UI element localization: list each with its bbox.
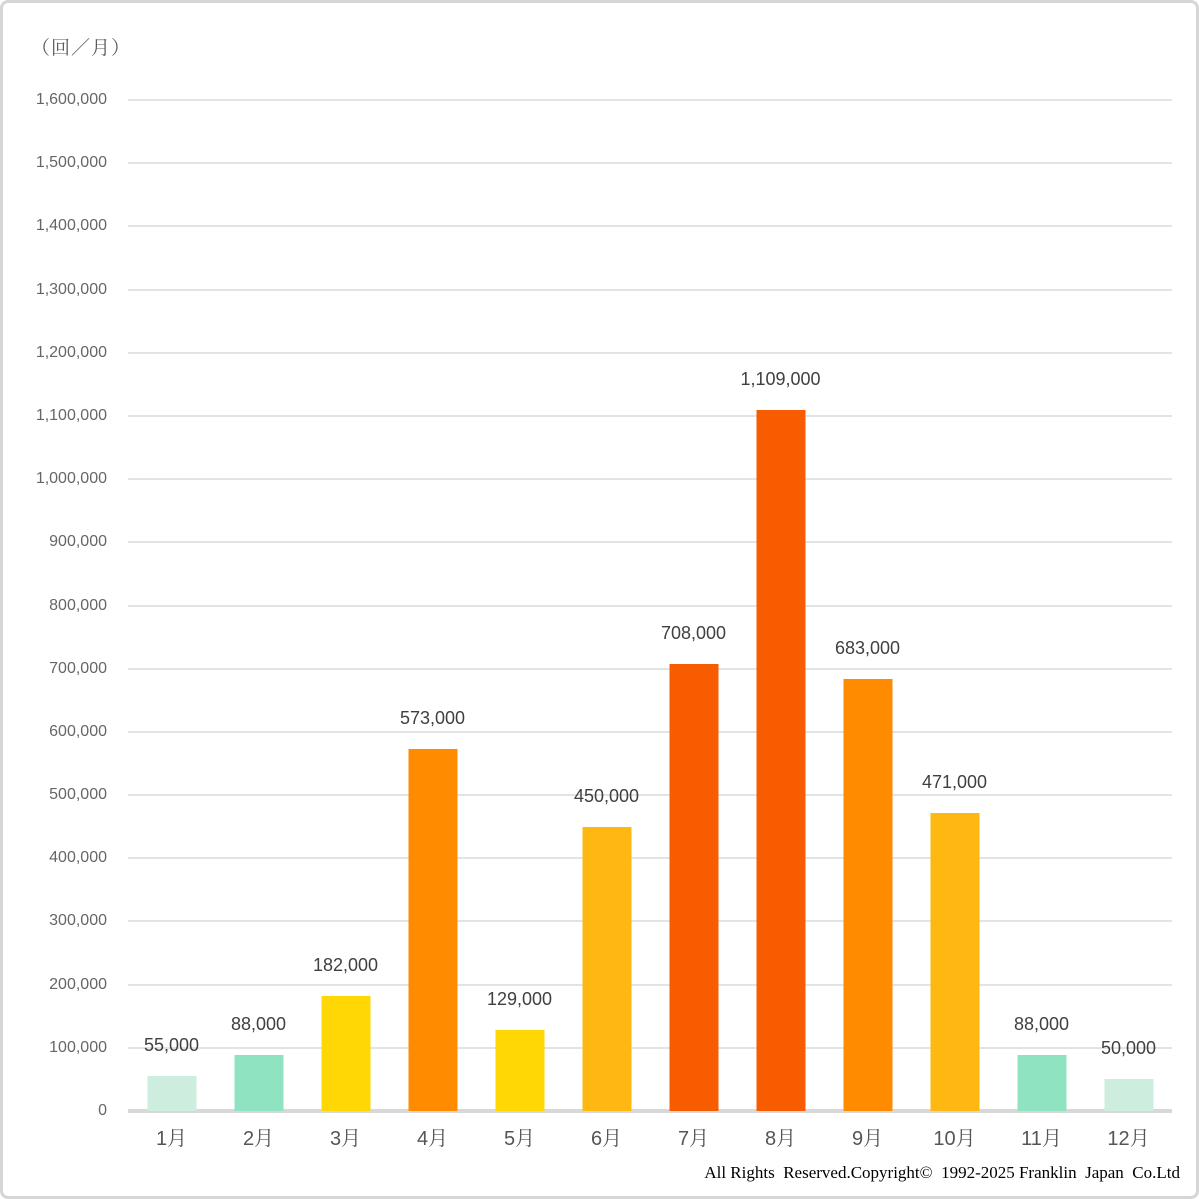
bar-slot-month-4 bbox=[389, 100, 476, 1111]
bar-month-6 bbox=[582, 827, 631, 1111]
x-tick-label-month-10: 10月 bbox=[933, 1128, 976, 1150]
y-tick-label: 300,000 bbox=[49, 912, 107, 930]
y-tick-label: 900,000 bbox=[49, 533, 107, 551]
bar-slot-month-1 bbox=[128, 100, 215, 1111]
bar-month-11 bbox=[1017, 1055, 1066, 1111]
bar-month-1 bbox=[147, 1076, 196, 1111]
y-axis-unit-label: （回／月） bbox=[31, 38, 132, 59]
x-tick-label-month-1: 1月 bbox=[155, 1128, 188, 1150]
y-tick-label: 1,300,000 bbox=[35, 280, 107, 298]
bar-slot-month-5 bbox=[476, 100, 563, 1111]
plot-area bbox=[128, 100, 1172, 1111]
bar-slot-month-10 bbox=[911, 100, 998, 1111]
bar-slot-month-7 bbox=[650, 100, 737, 1111]
bar-series bbox=[128, 100, 1172, 1111]
bar-value-label-month-12: 50,000 bbox=[1100, 1038, 1157, 1059]
bar-value-label-month-7: 708,000 bbox=[660, 622, 727, 643]
bar-value-label-month-10: 471,000 bbox=[921, 772, 988, 793]
x-tick-label-month-9: 9月 bbox=[851, 1128, 884, 1150]
bar-slot-month-9 bbox=[824, 100, 911, 1111]
bar-month-3 bbox=[321, 996, 370, 1111]
bar-value-label-month-3: 182,000 bbox=[312, 955, 379, 975]
y-tick-label: 800,000 bbox=[49, 596, 107, 614]
bar-value-label-month-11: 88,000 bbox=[1013, 1014, 1070, 1035]
x-tick-label-month-2: 2月 bbox=[242, 1128, 275, 1150]
bar-slot-month-6 bbox=[563, 100, 650, 1111]
y-tick-label: 400,000 bbox=[49, 849, 107, 867]
bar-month-8 bbox=[756, 410, 805, 1111]
bar-value-label-month-6: 450,000 bbox=[573, 785, 640, 806]
x-axis-category-labels bbox=[128, 1122, 1172, 1151]
bar-value-label-month-5: 129,000 bbox=[486, 988, 553, 1009]
bar-slot-month-3 bbox=[302, 100, 389, 1111]
x-tick-label-month-3: 3月 bbox=[329, 1128, 362, 1150]
x-tick-label-month-12: 12月 bbox=[1107, 1128, 1150, 1150]
y-tick-label: 1,200,000 bbox=[35, 343, 107, 361]
bar-month-4 bbox=[408, 749, 457, 1111]
bar-slot-month-11 bbox=[998, 100, 1085, 1111]
y-tick-label: 100,000 bbox=[49, 1038, 107, 1056]
y-tick-label: 1,000,000 bbox=[35, 470, 107, 488]
y-tick-label: 700,000 bbox=[49, 659, 107, 677]
bar-value-label-month-1: 55,000 bbox=[143, 1035, 200, 1056]
bar-month-5 bbox=[495, 1030, 544, 1112]
bar-month-7 bbox=[669, 664, 718, 1111]
y-tick-label: 1,100,000 bbox=[35, 406, 107, 424]
bar-slot-month-8 bbox=[737, 100, 824, 1111]
y-tick-label: 1,600,000 bbox=[35, 91, 107, 108]
y-tick-label: 600,000 bbox=[49, 722, 107, 740]
bar-month-12 bbox=[1104, 1079, 1153, 1111]
x-tick-label-month-7: 7月 bbox=[677, 1128, 710, 1150]
x-tick-label-month-8: 8月 bbox=[764, 1128, 797, 1150]
bar-value-label-month-4: 573,000 bbox=[399, 707, 466, 728]
bar-value-label-month-8: 1,109,000 bbox=[740, 369, 821, 390]
y-tick-label: 1,400,000 bbox=[35, 217, 107, 235]
x-tick-label-month-5: 5月 bbox=[503, 1128, 536, 1150]
y-tick-label: 0 bbox=[98, 1102, 107, 1119]
x-tick-label-month-11: 11月 bbox=[1021, 1128, 1062, 1150]
y-tick-label: 200,000 bbox=[49, 975, 107, 993]
bar-month-9 bbox=[843, 679, 892, 1111]
bar-month-2 bbox=[234, 1055, 283, 1111]
bar-month-10 bbox=[930, 813, 979, 1111]
bar-value-label-month-2: 88,000 bbox=[230, 1014, 287, 1035]
copyright-notice: All Rights Reserved.Copyright© 1992-2025 Franklin Japan Co.Ltd bbox=[704, 1163, 1180, 1182]
bar-value-label-month-9: 683,000 bbox=[834, 638, 901, 659]
bar-slot-month-2 bbox=[215, 100, 302, 1111]
bar-slot-month-12 bbox=[1085, 100, 1172, 1111]
y-tick-label: 1,500,000 bbox=[35, 154, 107, 172]
y-tick-label: 500,000 bbox=[49, 786, 107, 804]
y-axis-tick-labels bbox=[3, 91, 107, 1119]
x-tick-label-month-6: 6月 bbox=[590, 1128, 623, 1150]
x-tick-label-month-4: 4月 bbox=[416, 1128, 449, 1150]
